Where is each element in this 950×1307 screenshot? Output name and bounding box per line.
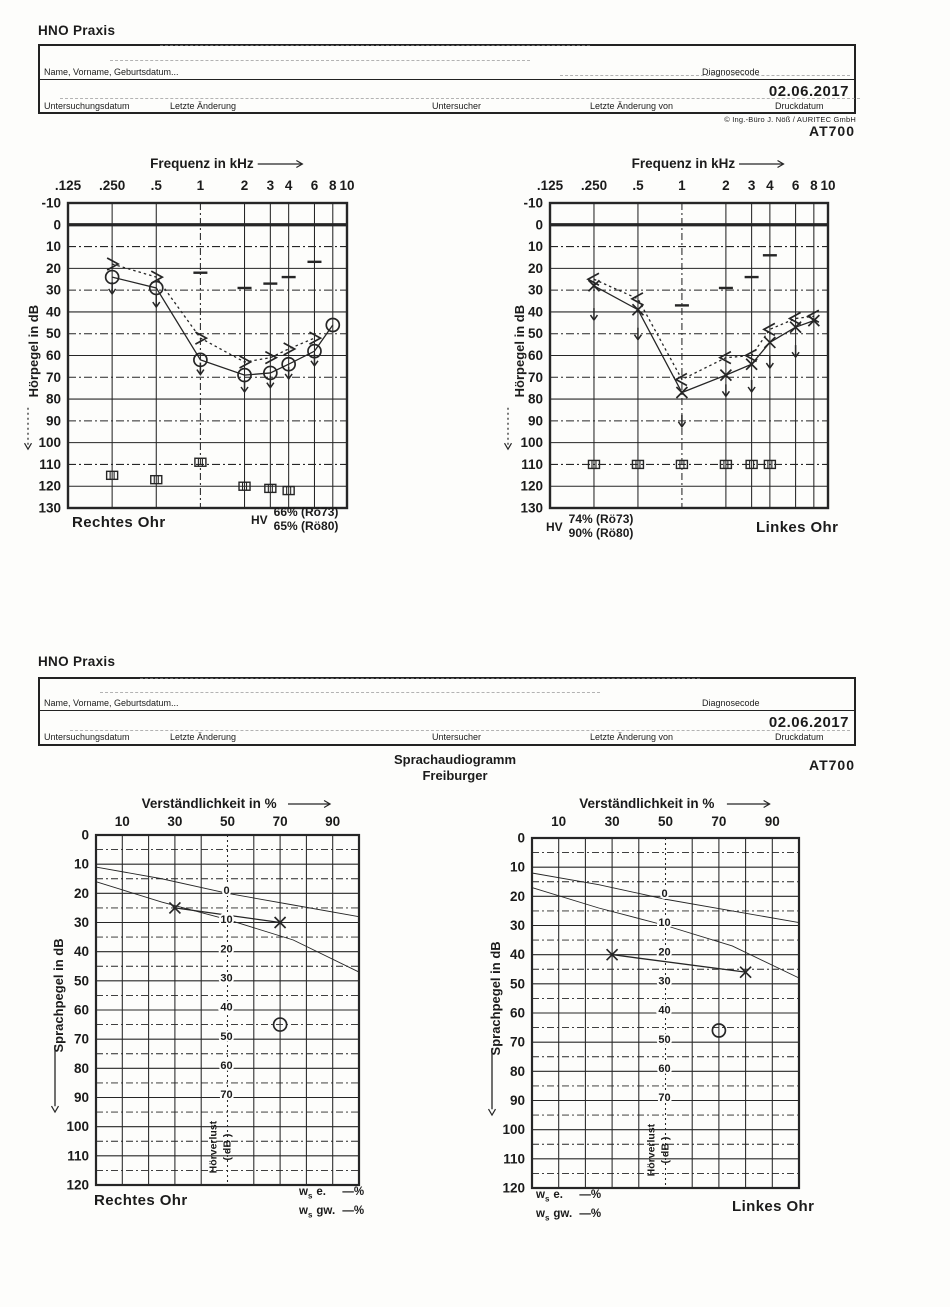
diagnose-code-label: Diagnosecode — [702, 698, 760, 708]
ear-label-right-speech: Rechtes Ohr — [94, 1192, 188, 1209]
y-tick: 60 — [45, 348, 61, 363]
x-tick: 10 — [551, 814, 567, 829]
y-tick: 20 — [73, 885, 89, 901]
hv-scale-value: 0 — [661, 887, 668, 900]
y-tick: 40 — [527, 304, 543, 320]
pure-tone-audiogram-right-ear — [0, 148, 430, 553]
x-tick: 70 — [711, 814, 727, 829]
hv-tag: HV — [251, 512, 268, 527]
pure-tone-audiogram-left-ear — [478, 148, 908, 553]
x-tick: .5 — [632, 178, 644, 193]
hv-scale-value: 10 — [658, 917, 671, 930]
patient-info-box — [38, 677, 856, 746]
x-tick: 90 — [325, 814, 341, 829]
field-label-druckdatum: Druckdatum — [775, 732, 824, 742]
ws-row-gesamtwort: $w_s$ gw. —% — [299, 1204, 365, 1220]
x-tick: 4 — [284, 178, 293, 193]
y-tick: 110 — [67, 1148, 89, 1164]
y-tick: 120 — [38, 478, 61, 494]
y-tick: 130 — [520, 500, 543, 516]
x-tick: 30 — [604, 814, 620, 829]
y-tick: 20 — [45, 260, 61, 276]
hv-scale-value: 40 — [658, 1004, 671, 1017]
y-tick: 30 — [527, 282, 543, 298]
scan-artifact-line — [110, 60, 530, 61]
x-tick: 3 — [747, 178, 756, 193]
y-tick: 110 — [39, 456, 61, 472]
chart-title: Frequenz in kHz — [150, 156, 254, 171]
y-tick: 50 — [527, 326, 543, 342]
y-tick: 60 — [527, 348, 543, 363]
hv-scale-value: 70 — [220, 1089, 233, 1102]
name-field-label: Name, Vorname, Geburtsdatum... — [44, 698, 179, 708]
x-tick: 90 — [764, 814, 780, 829]
device-label: AT700 — [809, 123, 855, 139]
chart-title: Frequenz in kHz — [631, 156, 736, 171]
clinic-title: HNO Praxis — [38, 23, 116, 38]
scan-artifact-line — [160, 45, 590, 46]
hv-scale-value: 60 — [220, 1059, 233, 1072]
y-tick: 40 — [509, 947, 525, 963]
y-tick: 0 — [517, 830, 525, 846]
ws-values-right — [299, 1185, 364, 1223]
y-tick: 90 — [73, 1090, 89, 1105]
print-date-value: 02.06.2017 — [768, 714, 849, 731]
patient-info-box — [38, 44, 856, 114]
y-tick: 90 — [509, 1093, 525, 1108]
device-label: AT700 — [809, 757, 855, 773]
y-tick: 40 — [45, 304, 61, 320]
y-tick: 130 — [38, 500, 61, 516]
name-field-label: Name, Vorname, Geburtsdatum... — [44, 67, 179, 77]
series — [106, 258, 340, 382]
ws-values-left — [536, 1188, 601, 1226]
x-tick: 3 — [266, 178, 275, 193]
y-tick: 0 — [535, 217, 543, 233]
hv-scale-value: 30 — [658, 975, 671, 988]
y-tick: 10 — [45, 239, 61, 255]
x-tick: .125 — [536, 178, 564, 193]
x-tick: 2 — [240, 178, 249, 193]
hv-scale-value: 20 — [220, 943, 233, 956]
hv-scale-value: 50 — [658, 1033, 671, 1046]
field-label-letzte-aenderung: Letzte Änderung — [170, 732, 237, 742]
x-tick: 1 — [678, 178, 686, 193]
ws-row-einsilber: $w_s$ e. —% — [536, 1189, 602, 1204]
threshold-markers — [107, 262, 322, 495]
y-tick: 30 — [45, 282, 61, 298]
y-tick: 20 — [527, 260, 543, 276]
y-axis-label: Hörpegel in dB — [26, 304, 41, 398]
hv-values-right — [251, 506, 338, 533]
field-label-druckdatum: Druckdatum — [775, 101, 824, 111]
y-tick: 30 — [73, 915, 89, 930]
ear-label-left-speech: Linkes Ohr — [732, 1198, 815, 1215]
ws-row-einsilber: $w_s$ e. —% — [299, 1186, 365, 1201]
hv-line-1: 74% (Rö73) — [568, 512, 634, 526]
ws-row-gesamtwort: $w_s$ gw. —% — [536, 1207, 602, 1223]
y-tick: 100 — [520, 435, 543, 451]
x-tick: .250 — [98, 178, 126, 193]
speech-audiogram-right-ear — [0, 788, 440, 1206]
x-tick: 2 — [722, 178, 730, 193]
hearing-loss-scale — [646, 888, 672, 1176]
y-tick: 60 — [73, 1002, 89, 1018]
axis-labels — [51, 796, 340, 1193]
hv-tag: HV — [546, 519, 563, 534]
x-tick: 8 — [810, 178, 818, 193]
y-tick: 100 — [66, 1119, 89, 1135]
y-tick: 0 — [81, 827, 89, 843]
y-tick: -10 — [41, 195, 61, 211]
y-tick: 70 — [527, 369, 543, 385]
axis-labels — [505, 156, 836, 516]
series — [607, 949, 752, 1037]
subtitle-line-1: Sprachaudiogramm — [393, 752, 517, 767]
y-axis-label: Hörpegel in dB — [512, 304, 527, 398]
hv-scale-value: 50 — [220, 1030, 233, 1043]
y-tick: 40 — [73, 944, 89, 960]
y-axis-label: Sprachpegel in dB — [488, 941, 503, 1056]
y-tick: 100 — [38, 435, 61, 451]
chart-title: Verständlichkeit in % — [579, 796, 715, 811]
field-label-untersucher: Untersucher — [432, 732, 482, 742]
y-tick: 50 — [45, 326, 61, 342]
hv-scale-label: Hörverlust — [645, 1123, 658, 1177]
y-tick: 50 — [73, 973, 89, 989]
x-tick: 50 — [657, 814, 674, 829]
y-tick: 110 — [503, 1151, 525, 1167]
field-label-letzte-aenderung-von: Letzte Änderung von — [590, 101, 674, 111]
hv-scale-value: 60 — [658, 1062, 671, 1075]
field-label-letzte-aenderung: Letzte Änderung — [170, 101, 237, 111]
field-label-untersuchungsdatum: Untersuchungsdatum — [44, 101, 130, 111]
field-label-untersucher: Untersucher — [432, 101, 482, 111]
x-tick: 10 — [339, 178, 355, 193]
hv-values-left — [546, 513, 633, 540]
y-tick: -10 — [523, 195, 543, 211]
y-tick: 30 — [509, 918, 525, 933]
field-label-letzte-aenderung-von: Letzte Änderung von — [590, 732, 674, 742]
series — [588, 273, 819, 398]
scan-artifact-line — [100, 692, 600, 693]
y-tick: 10 — [73, 856, 89, 872]
y-tick: 60 — [509, 1005, 525, 1021]
y-tick: 10 — [527, 239, 543, 255]
scan-artifact-line — [140, 678, 700, 679]
x-tick: 8 — [329, 178, 337, 193]
field-label-untersuchungsdatum: Untersuchungsdatum — [44, 732, 130, 742]
diagnose-code-label: Diagnosecode — [702, 67, 760, 77]
x-tick: 10 — [114, 814, 130, 829]
y-tick: 90 — [527, 413, 543, 429]
x-tick: 10 — [820, 178, 836, 193]
y-tick: 90 — [45, 413, 61, 429]
y-tick: 80 — [509, 1063, 525, 1079]
hearing-loss-scale — [208, 885, 234, 1173]
y-tick: 10 — [509, 859, 525, 875]
hv-line-2: 90% (Rö80) — [568, 525, 634, 540]
hv-scale-value: 10 — [220, 914, 233, 927]
box-divider — [40, 710, 854, 711]
copyright-text: © Ing.-Büro J. Nöß / AURITEC GmbH — [724, 115, 856, 124]
x-tick: .5 — [150, 178, 162, 193]
y-tick: 70 — [509, 1034, 525, 1050]
y-tick: 120 — [520, 478, 543, 494]
x-tick: .125 — [54, 178, 82, 193]
x-tick: 6 — [310, 178, 319, 193]
y-tick: 120 — [66, 1177, 89, 1193]
hv-scale-value: 20 — [658, 946, 671, 959]
y-tick: 80 — [527, 391, 543, 407]
x-tick: 70 — [272, 814, 288, 829]
hv-line-1: 66% (Rö73) — [273, 505, 339, 519]
ear-label-right: Rechtes Ohr — [72, 514, 166, 531]
hv-line-2: 65% (Rö80) — [273, 518, 339, 533]
x-tick: 4 — [766, 178, 774, 193]
print-date-value: 02.06.2017 — [768, 83, 849, 100]
x-tick: .250 — [580, 178, 608, 193]
y-tick: 20 — [509, 888, 525, 904]
hv-scale-value: 40 — [220, 1001, 233, 1014]
x-tick: 50 — [219, 814, 236, 829]
hv-scale-unit: ( dB ) — [659, 1136, 672, 1164]
clinic-title: HNO Praxis — [38, 654, 116, 669]
box-divider — [40, 79, 854, 80]
y-tick: 80 — [73, 1060, 89, 1076]
hv-scale-value: 70 — [658, 1092, 671, 1105]
axis-labels — [25, 156, 355, 516]
subtitle-line-2: Freiburger — [422, 768, 488, 783]
chart-title: Verständlichkeit in % — [141, 796, 277, 811]
scan-artifact-line — [60, 98, 860, 99]
hv-scale-value: 30 — [220, 972, 233, 985]
threshold-markers — [588, 255, 799, 468]
hv-scale-value: 0 — [223, 884, 230, 897]
x-tick: 1 — [196, 178, 205, 193]
y-tick: 100 — [502, 1122, 525, 1138]
y-tick: 70 — [45, 369, 61, 385]
scan-artifact-line — [70, 730, 850, 731]
y-tick: 120 — [502, 1180, 525, 1196]
y-tick: 80 — [45, 391, 61, 407]
y-tick: 70 — [73, 1031, 89, 1047]
x-tick: 30 — [167, 814, 183, 829]
speech-audiogram-title — [355, 752, 555, 784]
speech-audiogram-left-ear — [470, 788, 950, 1208]
x-tick: 6 — [791, 178, 800, 193]
y-tick: 50 — [509, 976, 525, 992]
hv-scale-unit: ( dB ) — [221, 1133, 234, 1161]
hv-scale-label: Hörverlust — [207, 1120, 220, 1174]
y-tick: 110 — [521, 456, 543, 472]
ear-label-left: Linkes Ohr — [756, 519, 839, 536]
y-tick: 0 — [53, 217, 61, 233]
y-axis-label: Sprachpegel in dB — [51, 938, 66, 1053]
